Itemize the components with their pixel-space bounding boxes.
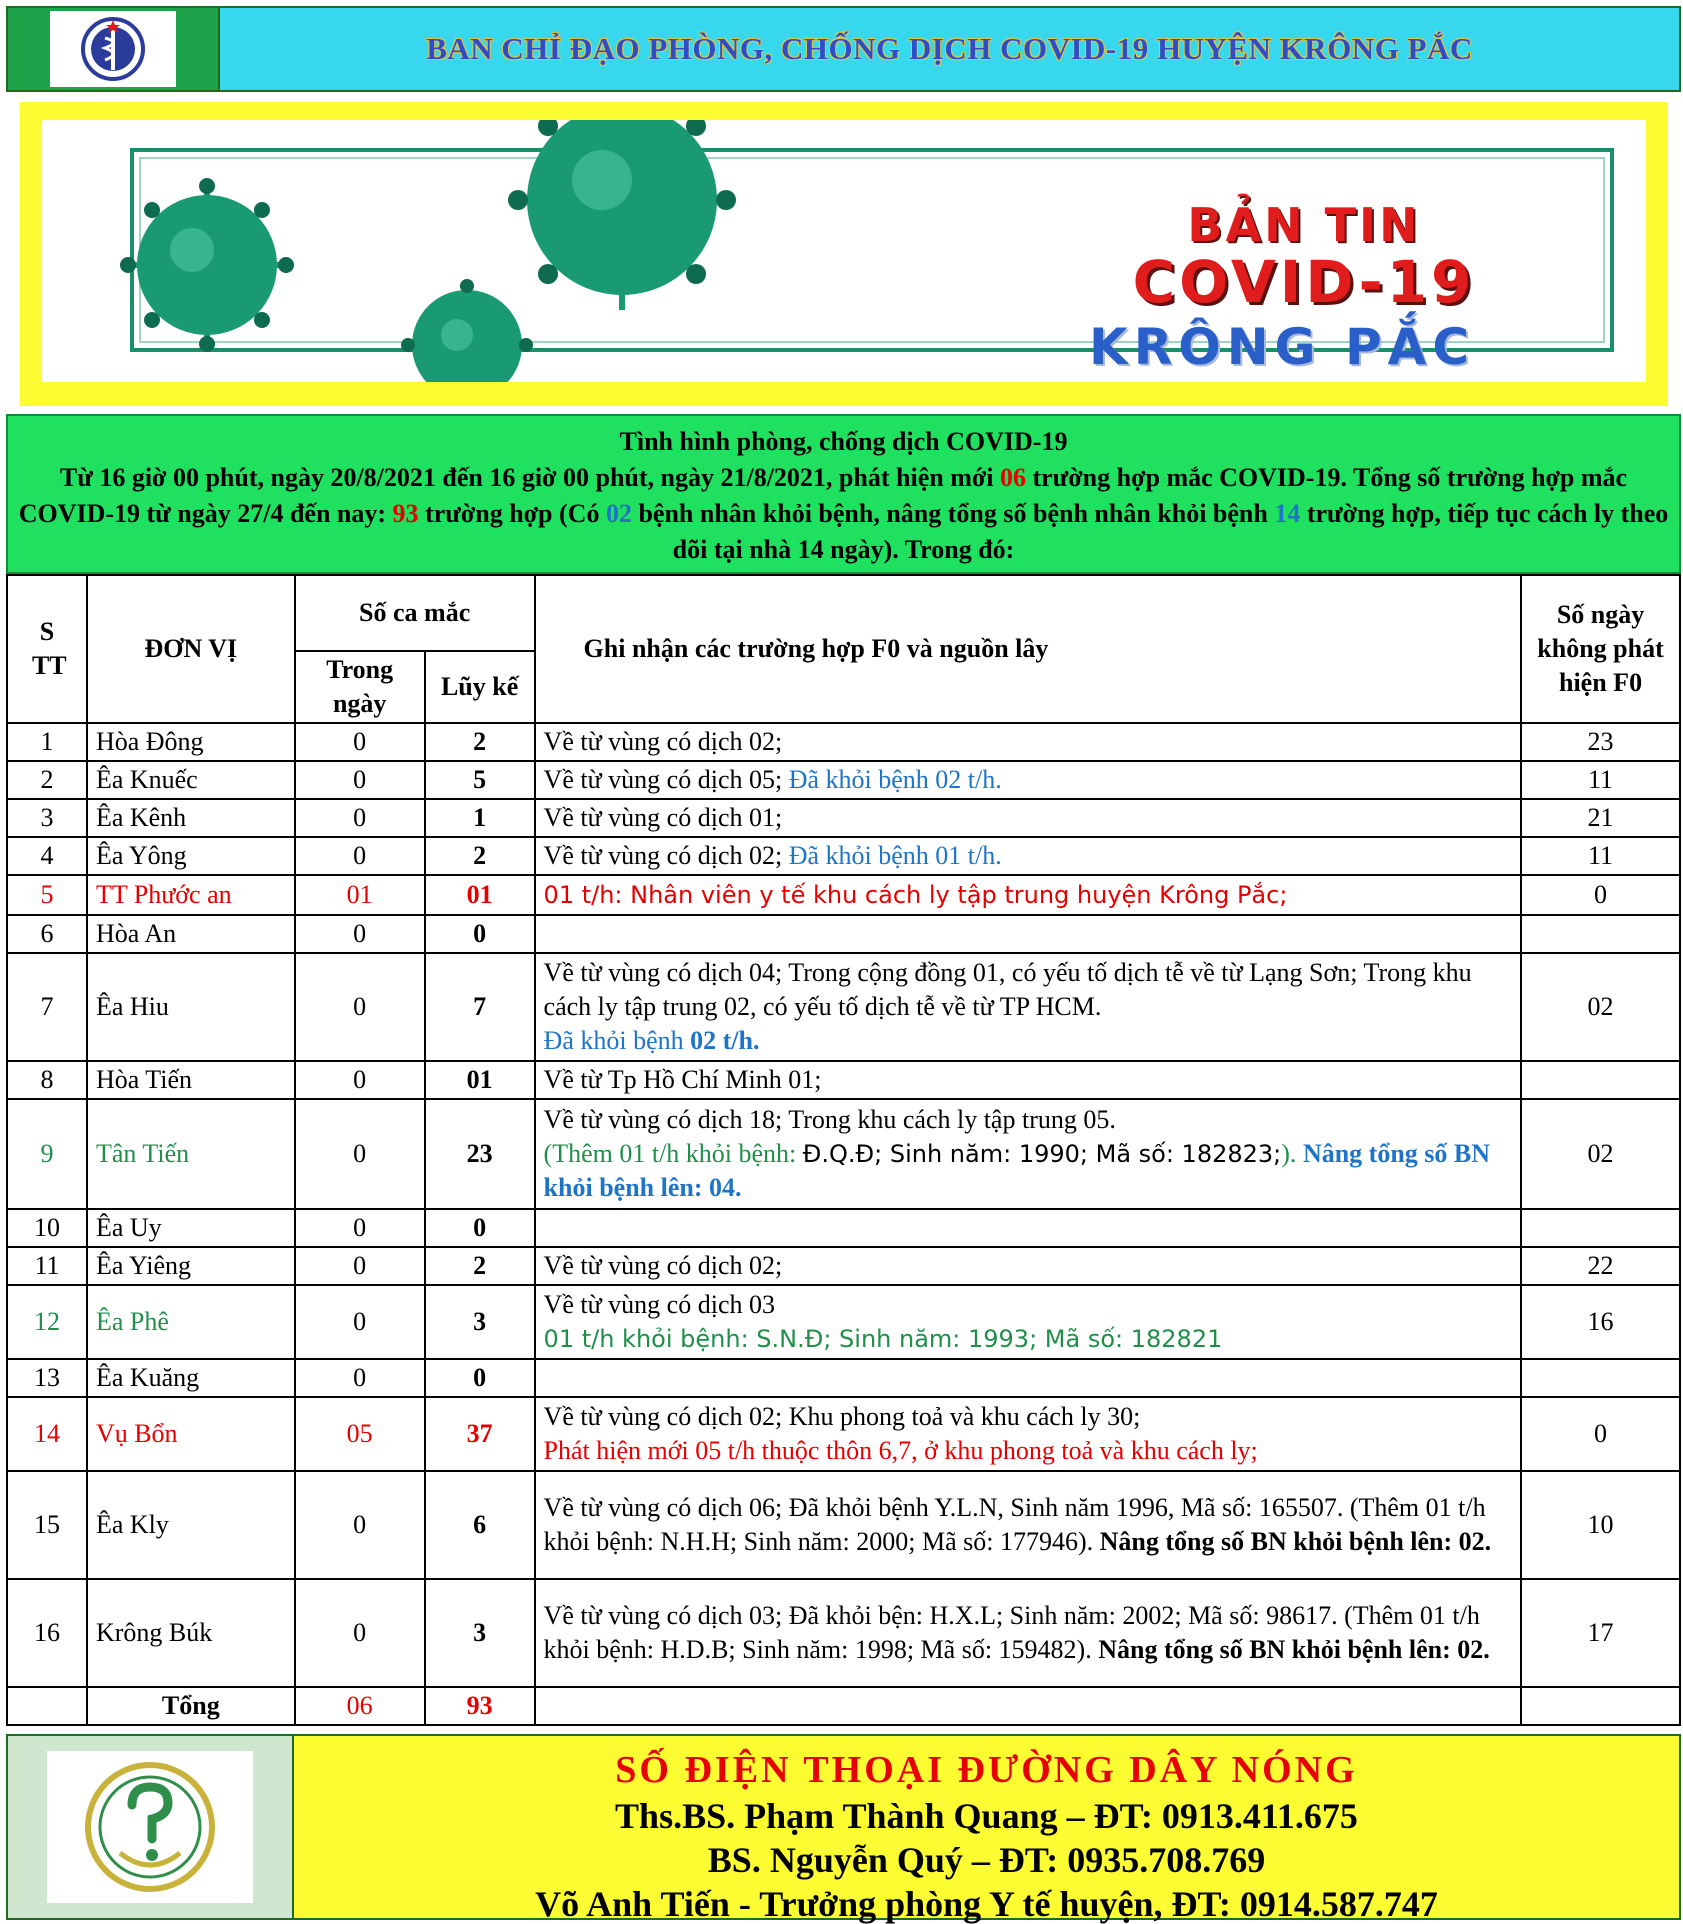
cell-cum: 01 [425, 875, 535, 915]
cell-days: 22 [1521, 1247, 1680, 1285]
table-row [7, 1359, 1680, 1397]
note-text: Về từ vùng có dịch 18; Trong khu cách ly tập trung 05. [543, 1105, 1116, 1134]
total-label: Tổng [87, 1687, 295, 1725]
cell-stt: 5 [7, 875, 87, 915]
banner-image [42, 120, 1646, 382]
cell-cum: 0 [425, 1359, 535, 1397]
header-stt [7, 575, 87, 723]
header-title-area [220, 8, 1679, 90]
cell-cum: 2 [425, 1247, 535, 1285]
table-row [7, 1471, 1680, 1579]
table-row [7, 723, 1680, 761]
cell-cum: 2 [425, 837, 535, 875]
cell-note [535, 837, 1522, 875]
cell-unit: TT Phước an [87, 875, 295, 915]
cell-day: 0 [295, 1061, 425, 1099]
cell-day: 01 [295, 875, 425, 915]
note-recovered-total: Nâng tổng số BN khỏi bệnh lên: 02. [1099, 1527, 1492, 1556]
table-row [7, 915, 1680, 953]
cell-day: 0 [295, 915, 425, 953]
cell-days: 10 [1521, 1471, 1680, 1579]
note-recovered-total: Nâng tổng số BN khỏi bệnh lên: 04. [543, 1139, 1491, 1202]
note-recovered: Đã khỏi bệnh 01 t/h. [788, 841, 1002, 870]
table-row [7, 1579, 1680, 1687]
footer-logo-area [8, 1736, 294, 1918]
table-row [7, 1397, 1680, 1471]
cell-note [535, 1397, 1522, 1471]
cell-days: 0 [1521, 1397, 1680, 1471]
table-row [7, 1099, 1680, 1209]
health-ministry-emblem-icon [50, 11, 176, 87]
summary-text [16, 460, 1671, 568]
cell-note [535, 1471, 1522, 1579]
note-text: 01 t/h: Nhân viên y tế khu cách ly tập trung huyện Krông Pắc; [543, 881, 1288, 909]
hotline-contact-2: BS. Nguyễn Quý – ĐT: 0935.708.769 [707, 1840, 1266, 1880]
cell-note [535, 1209, 1522, 1247]
cell-day: 0 [295, 761, 425, 799]
cell-note [535, 953, 1522, 1061]
cell-days [1521, 915, 1680, 953]
table-row [7, 1061, 1680, 1099]
cell-note [535, 1099, 1522, 1209]
cell-stt: 11 [7, 1247, 87, 1285]
cell-cum: 0 [425, 1209, 535, 1247]
note-text: Về từ vùng có dịch 03; Đã khỏi bện: H.X.L; Sinh năm: 2002; Mã số: 98617. (Thêm 01 t/h khỏi bệnh: H.D.B; Sinh năm: 1998; Mã số: 159482). [543, 1601, 1480, 1664]
table-row [7, 1209, 1680, 1247]
header-stt-text: S TT [31, 617, 67, 680]
cell-cum: 3 [425, 1285, 535, 1359]
new-cases-count: 06 [999, 463, 1026, 492]
note-recovered-end: ). [1281, 1139, 1303, 1168]
cell-stt: 6 [7, 915, 87, 953]
note-text: Về từ vùng có dịch 01; [543, 803, 783, 832]
banner-frame [20, 102, 1668, 406]
total-day: 06 [295, 1687, 425, 1725]
cell-stt: 15 [7, 1471, 87, 1579]
banner [6, 92, 1681, 414]
cell-note [535, 915, 1522, 953]
hotline-text-area [294, 1736, 1679, 1924]
cell-stt: 3 [7, 799, 87, 837]
cell-unit: Krông Búk [87, 1579, 295, 1687]
summary-part: trường hợp mắc COVID-19. Tổng số trường hợp mắc COVID-19 từ ngày 27/4 đến nay: [18, 463, 1628, 528]
cell-cum: 1 [425, 799, 535, 837]
cell-day: 0 [295, 1359, 425, 1397]
table-row [7, 1247, 1680, 1285]
summary-part: bệnh nhân khỏi bệnh, nâng tổng số bệnh nhân khỏi bệnh [631, 499, 1275, 528]
cell-days: 16 [1521, 1285, 1680, 1359]
header-cumulative: Lũy kế [425, 651, 535, 723]
cell-day: 0 [295, 1209, 425, 1247]
cell-day: 0 [295, 799, 425, 837]
note-recovered: (Thêm 01 t/h khỏi bệnh: [543, 1139, 803, 1168]
cell-note [535, 1359, 1522, 1397]
cell-unit: Êa Knuếc [87, 761, 295, 799]
cell-note [535, 1285, 1522, 1359]
total-cases-count: 93 [392, 499, 419, 528]
summary-part: trường hợp, tiếp tục cách ly theo dõi tại nhà 14 ngày). Trong đó: [672, 499, 1669, 564]
table-row [7, 799, 1680, 837]
hotline-footer [6, 1734, 1681, 1924]
cell-unit: Êa Yiêng [87, 1247, 295, 1285]
cell-unit: Êa Kênh [87, 799, 295, 837]
cell-unit: Êa Phê [87, 1285, 295, 1359]
table-header-row [7, 575, 1680, 651]
note-recovered: Đã khỏi bệnh 02 t/h. [788, 765, 1002, 794]
cell-day: 0 [295, 1247, 425, 1285]
header-unit: ĐƠN VỊ [87, 575, 295, 723]
cell-day: 0 [295, 837, 425, 875]
cell-note [535, 875, 1522, 915]
summary-part: Từ 16 giờ 00 phút, ngày 20/8/2021 đến 16 giờ 00 phút, ngày 21/8/2021, phát hiện mới [59, 463, 1000, 492]
cell-stt: 7 [7, 953, 87, 1061]
cell-unit: Tân Tiến [87, 1099, 295, 1209]
cell-day: 0 [295, 1579, 425, 1687]
recovered-new-count: 02 [605, 499, 632, 528]
cell-unit: Êa Kuăng [87, 1359, 295, 1397]
cell-cum: 0 [425, 915, 535, 953]
table-row [7, 761, 1680, 799]
cell-unit: Êa Hiu [87, 953, 295, 1061]
summary-section [6, 414, 1681, 574]
cell-unit: Hòa Đông [87, 723, 295, 761]
cell-cum: 01 [425, 1061, 535, 1099]
total-cum: 93 [425, 1687, 535, 1725]
cell-unit: Êa Kly [87, 1471, 295, 1579]
note-recovered-total: Nâng tổng số BN khỏi bệnh lên: 02. [1098, 1635, 1490, 1664]
note-recovered: Đã khỏi bệnh [543, 1026, 691, 1055]
cell-stt: 12 [7, 1285, 87, 1359]
hotline-contact-1: Ths.BS. Phạm Thành Quang – ĐT: 0913.411.675 [615, 1796, 1358, 1836]
cell-note [535, 1687, 1522, 1725]
cell-days [1521, 1359, 1680, 1397]
summary-heading: Tình hình phòng, chống dịch COVID-19 [619, 427, 1068, 456]
table-row [7, 875, 1680, 915]
cell-cum: 6 [425, 1471, 535, 1579]
cell-cum: 7 [425, 953, 535, 1061]
hotline-contact-3: Võ Anh Tiến - Trưởng phòng Y tế huyện, ĐT: 0914.587.747 [535, 1884, 1438, 1924]
table-row [7, 837, 1680, 875]
note-recovered-count: 02 t/h. [690, 1026, 760, 1055]
note-recovered: 01 t/h khỏi bệnh: S.N.Đ; Sinh năm: 1993; Mã số: 182821 [543, 1325, 1223, 1353]
note-new-cases: Phát hiện mới 05 t/h thuộc thôn 6,7, ở khu phong toả và khu cách ly; [543, 1436, 1258, 1465]
note-text: Về từ vùng có dịch 02; [543, 1251, 783, 1280]
cell-unit: Hòa Tiến [87, 1061, 295, 1099]
header-in-day: Trong ngày [295, 651, 425, 723]
note-patient-info: Đ.Q.Đ; Sinh năm: 1990; Mã số: 182823; [802, 1140, 1282, 1168]
cell-days: 21 [1521, 799, 1680, 837]
hotline-title: SỐ ĐIỆN THOẠI ĐƯỜNG DÂY NÓNG [615, 1749, 1358, 1791]
header-cases: Số ca mắc [295, 575, 535, 651]
cell-stt: 16 [7, 1579, 87, 1687]
note-text: Về từ vùng có dịch 04; Trong cộng đồng 01, có yếu tố dịch tễ về từ Lạng Sơn; Trong khu cách ly tập trung 02, có yếu tố dịch tễ về từ TP HCM. [543, 958, 1472, 1021]
banner-line-3: KRÔNG PẮC [1088, 318, 1476, 376]
cell-note [535, 1061, 1522, 1099]
cell-unit: Êa Yông [87, 837, 295, 875]
note-text: Về từ vùng có dịch 05; [543, 765, 789, 794]
note-text: Về từ vùng có dịch 06; Đã khỏi bệnh Y.L.N, Sinh năm 1996, Mã số: 165507. (Thêm 01 t/h khỏi bệnh: N.H.H; Sinh năm: 2000; Mã số: 177946). [543, 1493, 1486, 1556]
cell-days [1521, 1687, 1680, 1725]
header-bar [6, 6, 1681, 92]
header-days: Số ngày không phát hiện F0 [1521, 575, 1680, 723]
cell-note [535, 723, 1522, 761]
cell-cum: 2 [425, 723, 535, 761]
cell-stt: 4 [7, 837, 87, 875]
note-text: Về từ vùng có dịch 03 [543, 1290, 775, 1319]
cell-stt: 10 [7, 1209, 87, 1247]
cell-cum: 23 [425, 1099, 535, 1209]
cell-days [1521, 1061, 1680, 1099]
cell-stt: 14 [7, 1397, 87, 1471]
cell-day: 0 [295, 723, 425, 761]
cell-days [1521, 1209, 1680, 1247]
cell-day: 0 [295, 1471, 425, 1579]
cell-unit: Hòa An [87, 915, 295, 953]
cell-day: 05 [295, 1397, 425, 1471]
cell-unit: Vụ Bổn [87, 1397, 295, 1471]
table-row [7, 1285, 1680, 1359]
cell-days: 0 [1521, 875, 1680, 915]
health-department-caduceus-icon [47, 1751, 253, 1903]
cell-cum: 5 [425, 761, 535, 799]
summary-part: trường hợp (Có [418, 499, 606, 528]
cell-stt: 8 [7, 1061, 87, 1099]
note-text: Về từ vùng có dịch 02; [543, 841, 789, 870]
cell-day: 0 [295, 953, 425, 1061]
cell-note [535, 799, 1522, 837]
header-notes: Ghi nhận các trường hợp F0 và nguồn lây [535, 575, 1522, 723]
cell-day: 0 [295, 1099, 425, 1209]
cell-note [535, 1247, 1522, 1285]
cell-days: 17 [1521, 1579, 1680, 1687]
cell-days: 02 [1521, 953, 1680, 1061]
header-logo-area [8, 8, 220, 90]
cell-note [535, 1579, 1522, 1687]
cell-note [535, 761, 1522, 799]
cell-days: 23 [1521, 723, 1680, 761]
note-text: Về từ Tp Hồ Chí Minh 01; [543, 1065, 822, 1094]
cell-stt: 13 [7, 1359, 87, 1397]
banner-line-1: BẢN TIN [1187, 198, 1421, 252]
cell-stt [7, 1687, 87, 1725]
cell-days: 11 [1521, 761, 1680, 799]
cell-stt: 9 [7, 1099, 87, 1209]
note-text: Về từ vùng có dịch 02; Khu phong toả và khu cách ly 30; [543, 1402, 1141, 1431]
cases-table [6, 574, 1681, 1726]
cell-days: 11 [1521, 837, 1680, 875]
table-total-row [7, 1687, 1680, 1725]
note-text: Về từ vùng có dịch 02; [543, 727, 783, 756]
cell-cum: 37 [425, 1397, 535, 1471]
cell-unit: Êa Uy [87, 1209, 295, 1247]
cell-cum: 3 [425, 1579, 535, 1687]
cell-stt: 1 [7, 723, 87, 761]
banner-line-2: COVID-19 [1132, 248, 1476, 316]
cell-day: 0 [295, 1285, 425, 1359]
header-title: BAN CHỈ ĐẠO PHÒNG, CHỐNG DỊCH COVID-19 HUYỆN KRÔNG PẮC [426, 31, 1473, 66]
cell-days: 02 [1521, 1099, 1680, 1209]
cell-stt: 2 [7, 761, 87, 799]
recovered-total-count: 14 [1274, 499, 1301, 528]
table-row [7, 953, 1680, 1061]
